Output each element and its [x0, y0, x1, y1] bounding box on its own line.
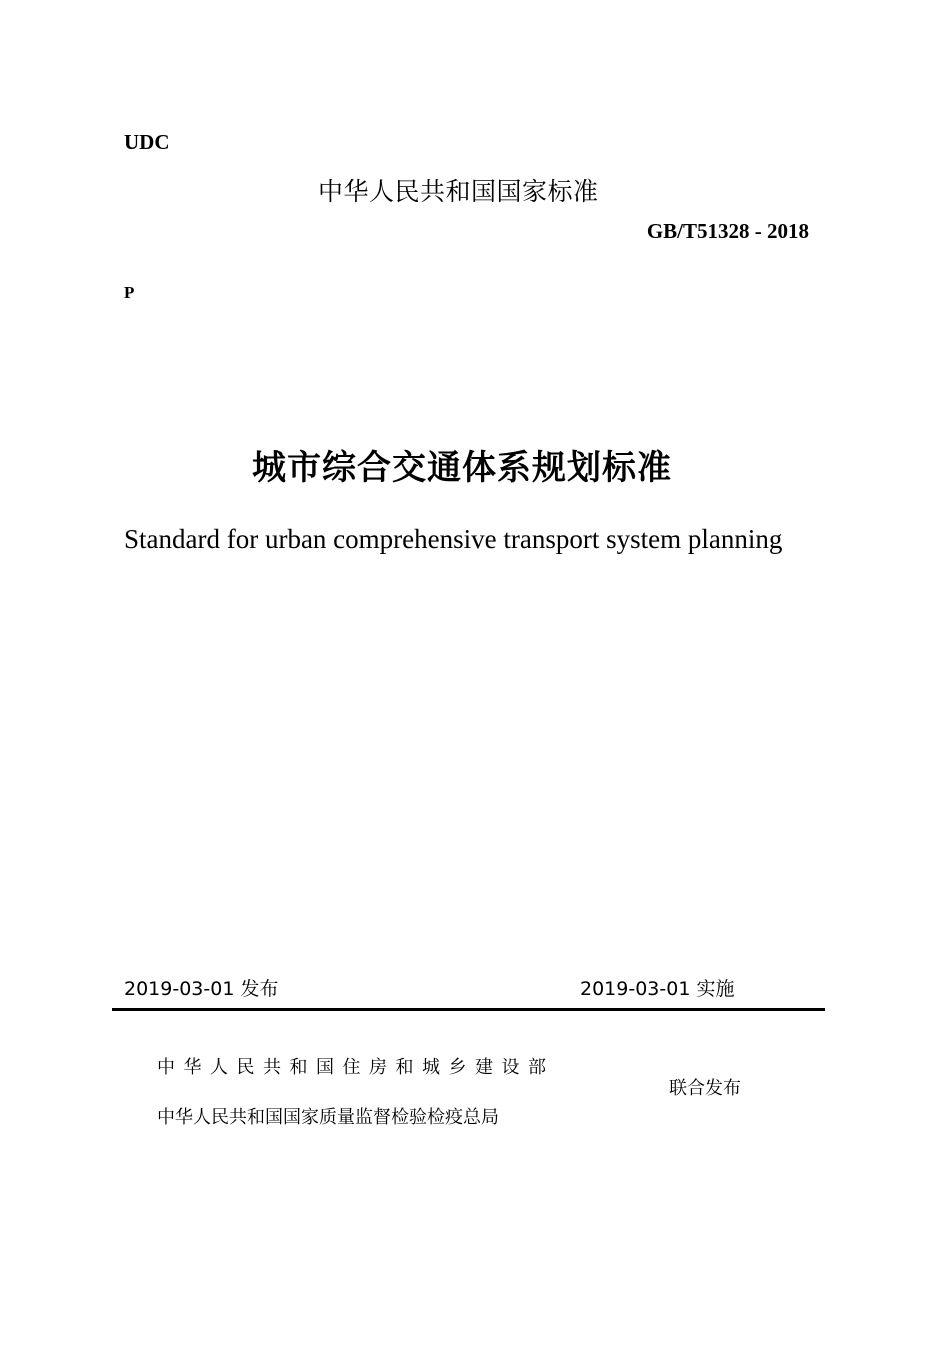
document-title-chinese: 城市综合交通体系规划标准	[252, 448, 672, 488]
classification-code: P	[124, 283, 135, 302]
joint-release-label: 联合发布	[669, 1078, 741, 1099]
publisher-ministry: 中华人民共和国住房和城乡建设部	[157, 1057, 555, 1078]
horizontal-rule	[112, 1008, 825, 1011]
national-standard-heading: 中华人民共和国国家标准	[318, 177, 599, 206]
udc-label: UDC	[124, 130, 170, 154]
standard-number: GB/T51328 - 2018	[646, 219, 809, 243]
issue-date: 2019-03-01 发布	[124, 978, 279, 1000]
publisher-administration: 中华人民共和国国家质量监督检验检疫总局	[157, 1107, 499, 1128]
document-title-english: Standard for urban comprehensive transport system planning	[124, 524, 783, 554]
implementation-date: 2019-03-01 实施	[580, 978, 735, 1000]
